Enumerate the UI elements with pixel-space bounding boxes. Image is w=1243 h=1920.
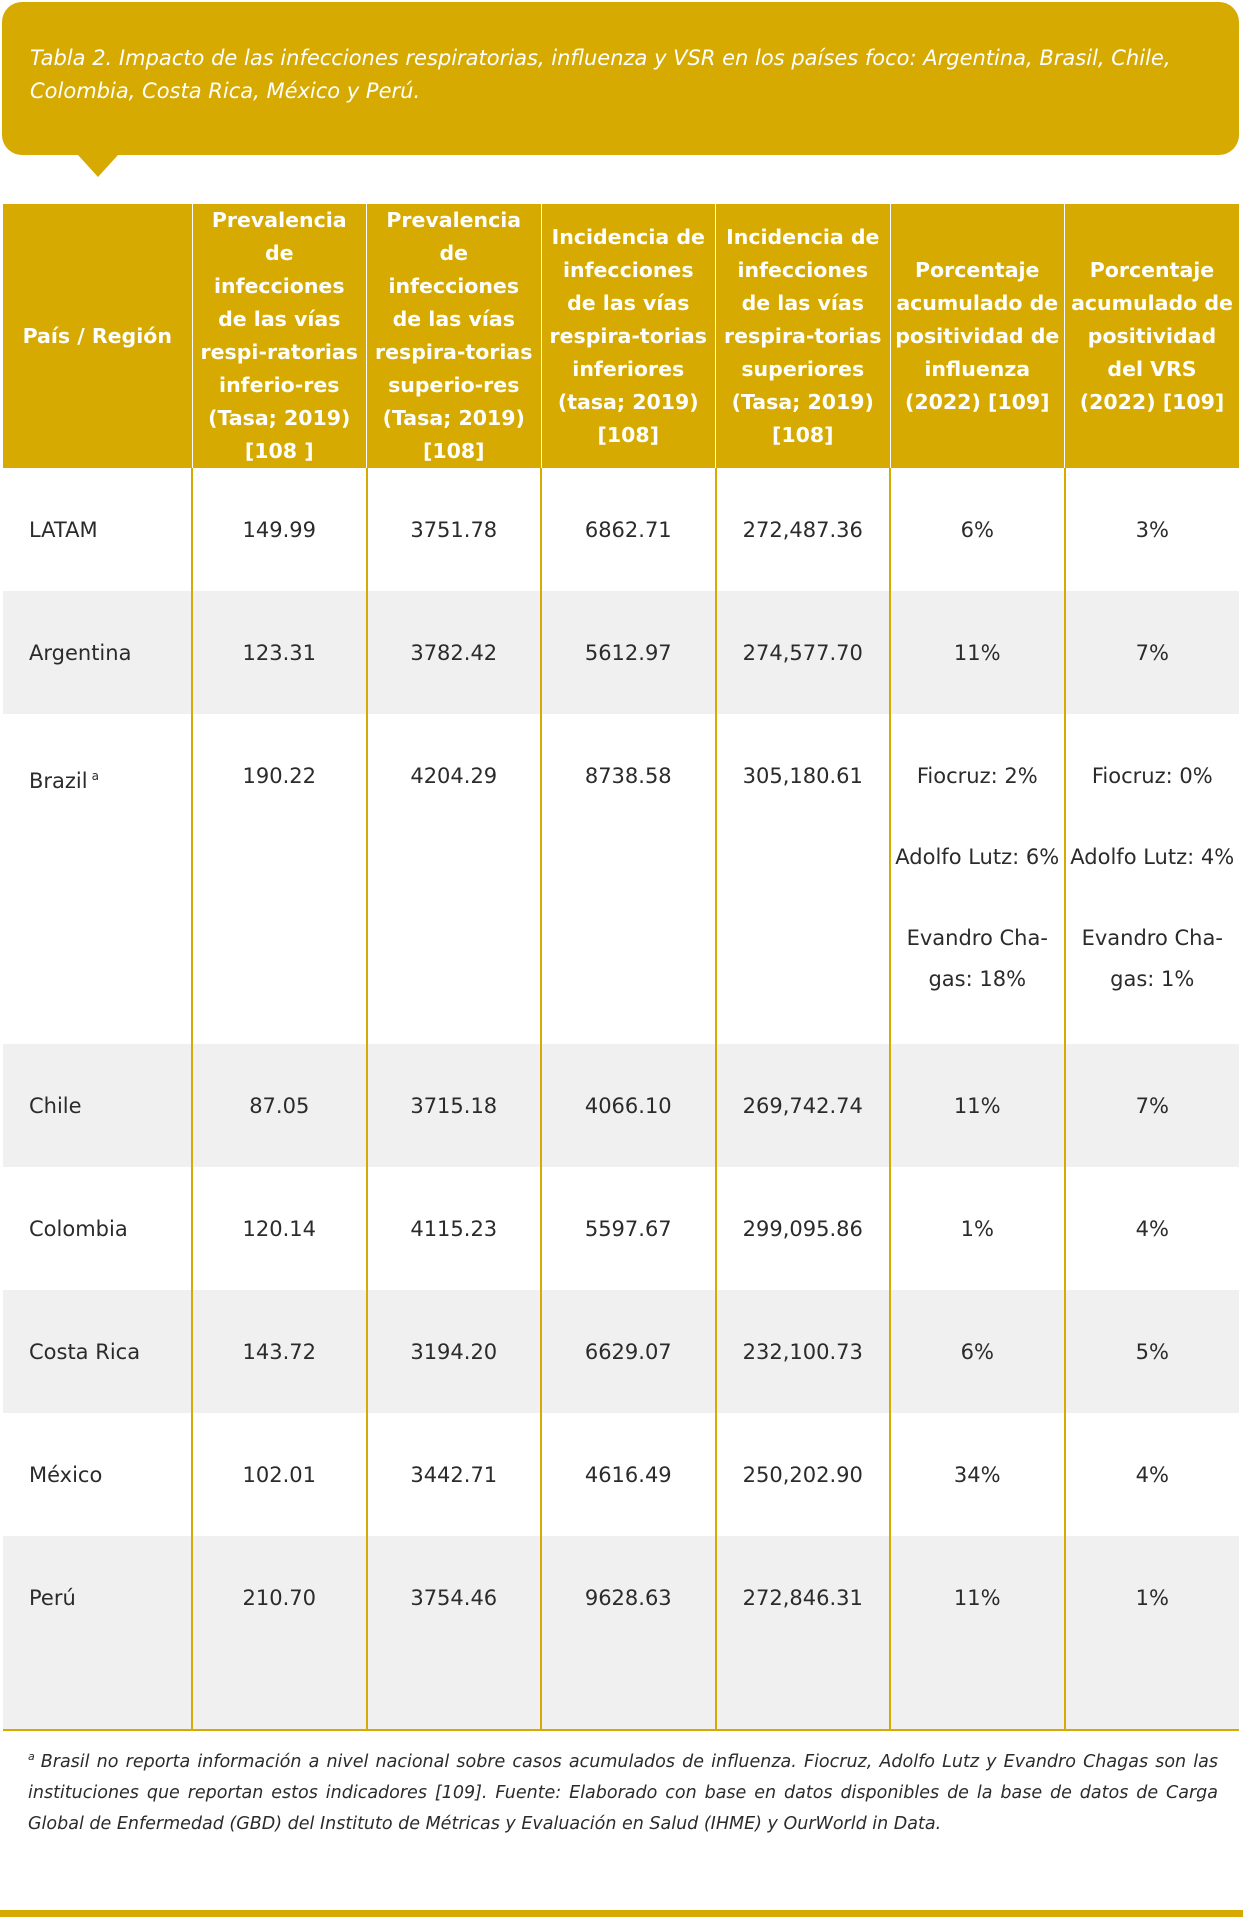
impact-table — [3, 204, 1239, 1731]
table-row — [3, 1167, 1239, 1290]
table-row — [3, 591, 1239, 714]
cell-prev-lower: 210.70 — [192, 1536, 367, 1730]
cell-region: LATAM — [3, 468, 192, 591]
cell-region: Costa Rica — [3, 1290, 192, 1413]
cell-influenza: 34% — [890, 1413, 1065, 1536]
cell-vrs: 4% — [1065, 1167, 1240, 1290]
cell-vrs: 7% — [1065, 591, 1240, 714]
cell-influenza: 11% — [890, 1044, 1065, 1167]
cell-inc-lower: 4616.49 — [541, 1413, 716, 1536]
cell-inc-upper: 269,742.74 — [716, 1044, 891, 1167]
cell-prev-upper: 3754.46 — [367, 1536, 542, 1730]
cell-vrs: 5% — [1065, 1290, 1240, 1413]
cell-prev-upper: 3782.42 — [367, 591, 542, 714]
institution-value: Evandro Cha-gas: 1% — [1081, 926, 1223, 991]
table-row — [3, 1044, 1239, 1167]
footnote-marker: a — [91, 769, 99, 783]
table-caption-box — [2, 2, 1239, 155]
header-row — [3, 204, 1239, 468]
cell-influenza: 6% — [890, 468, 1065, 591]
cell-influenza: 11% — [890, 591, 1065, 714]
cell-prev-lower: 149.99 — [192, 468, 367, 591]
cell-region: Colombia — [3, 1167, 192, 1290]
cell-inc-upper: 272,487.36 — [716, 468, 891, 591]
header-region: País / Región — [3, 204, 192, 468]
table-row — [3, 714, 1239, 1044]
header-prev-lower: Prevalencia de infecciones de las vías respi-ratorias inferio-res (Tasa; 2019) [108 ] — [192, 204, 367, 468]
bottom-rule — [0, 1910, 1243, 1917]
cell-inc-lower: 8738.58 — [541, 714, 716, 1044]
institution-value: Fiocruz: 0% — [1091, 764, 1213, 788]
institution-value: Adolfo Lutz: 4% — [1070, 845, 1235, 869]
cell-inc-upper: 305,180.61 — [716, 714, 891, 1044]
cell-prev-upper: 3442.71 — [367, 1413, 542, 1536]
cell-prev-lower: 143.72 — [192, 1290, 367, 1413]
cell-prev-lower: 190.22 — [192, 714, 367, 1044]
caption-pointer — [78, 155, 118, 177]
header-vrs-positivity: Porcentaje acumulado de positividad del VRS (2022) [109] — [1065, 204, 1240, 468]
cell-influenza: 6% — [890, 1290, 1065, 1413]
cell-influenza — [890, 714, 1065, 1044]
cell-prev-lower: 120.14 — [192, 1167, 367, 1290]
cell-vrs: 7% — [1065, 1044, 1240, 1167]
cell-vrs: 3% — [1065, 468, 1240, 591]
cell-inc-upper: 232,100.73 — [716, 1290, 891, 1413]
cell-inc-lower: 6862.71 — [541, 468, 716, 591]
table-footnote — [28, 1741, 1218, 1840]
institution-value: Adolfo Lutz: 6% — [895, 845, 1060, 869]
data-table-container — [3, 204, 1239, 1731]
cell-inc-lower: 9628.63 — [541, 1536, 716, 1730]
table-row — [3, 1413, 1239, 1536]
cell-vrs: 4% — [1065, 1413, 1240, 1536]
header-influenza-positivity: Porcentaje acumulado de positividad de influenza (2022) [109] — [890, 204, 1065, 468]
cell-prev-lower: 102.01 — [192, 1413, 367, 1536]
cell-inc-upper: 250,202.90 — [716, 1413, 891, 1536]
header-prev-upper: Prevalencia de infecciones de las vías respira-torias superio-res (Tasa; 2019) [108] — [367, 204, 542, 468]
header-inc-lower: Incidencia de infecciones de las vías respira-torias inferiores (tasa; 2019) [108] — [541, 204, 716, 468]
institution-value: Fiocruz: 2% — [916, 764, 1038, 788]
table-caption: Tabla 2. Impacto de las infecciones respiratorias, influenza y VSR en los países foco: Argentina, Brasil, Chile, Colombia, Costa Rica, México y Perú. — [30, 46, 1171, 103]
table-row — [3, 468, 1239, 591]
cell-inc-lower: 4066.10 — [541, 1044, 716, 1167]
cell-inc-upper: 272,846.31 — [716, 1536, 891, 1730]
header-inc-upper: Incidencia de infecciones de las vías respira-torias superiores (Tasa; 2019) [108] — [716, 204, 891, 468]
cell-region: Argentina — [3, 591, 192, 714]
cell-inc-lower: 6629.07 — [541, 1290, 716, 1413]
cell-prev-upper: 4115.23 — [367, 1167, 542, 1290]
table-row — [3, 1290, 1239, 1413]
cell-influenza: 1% — [890, 1167, 1065, 1290]
cell-prev-upper: 3751.78 — [367, 468, 542, 591]
cell-inc-upper: 274,577.70 — [716, 591, 891, 714]
region-label: Brazil — [29, 769, 88, 793]
cell-vrs — [1065, 714, 1240, 1044]
cell-inc-upper: 299,095.86 — [716, 1167, 891, 1290]
cell-prev-upper: 3715.18 — [367, 1044, 542, 1167]
footnote-mark: a — [28, 1750, 35, 1763]
institution-value: Evandro Cha-gas: 18% — [906, 926, 1048, 991]
cell-region — [3, 714, 192, 1044]
cell-region: México — [3, 1413, 192, 1536]
cell-prev-lower: 123.31 — [192, 591, 367, 714]
cell-region: Perú — [3, 1536, 192, 1730]
cell-vrs: 1% — [1065, 1536, 1240, 1730]
cell-prev-upper: 4204.29 — [367, 714, 542, 1044]
cell-prev-lower: 87.05 — [192, 1044, 367, 1167]
cell-region: Chile — [3, 1044, 192, 1167]
table-row — [3, 1536, 1239, 1730]
footnote-text: Brasil no reporta información a nivel nacional sobre casos acumulados de influenza. Fiocruz, Adolfo Lutz y Evandro Chagas son las instituciones que reportan estos indicadores [109]. Fuente: Elaborado con base en datos disponibles de la base de datos de Carga Global de Enfermedad (GBD) del Instituto de Métricas y Evaluación en Salud (IHME) y OurWorld in Data. — [28, 1751, 1218, 1834]
cell-inc-lower: 5612.97 — [541, 591, 716, 714]
cell-influenza: 11% — [890, 1536, 1065, 1730]
cell-prev-upper: 3194.20 — [367, 1290, 542, 1413]
cell-inc-lower: 5597.67 — [541, 1167, 716, 1290]
